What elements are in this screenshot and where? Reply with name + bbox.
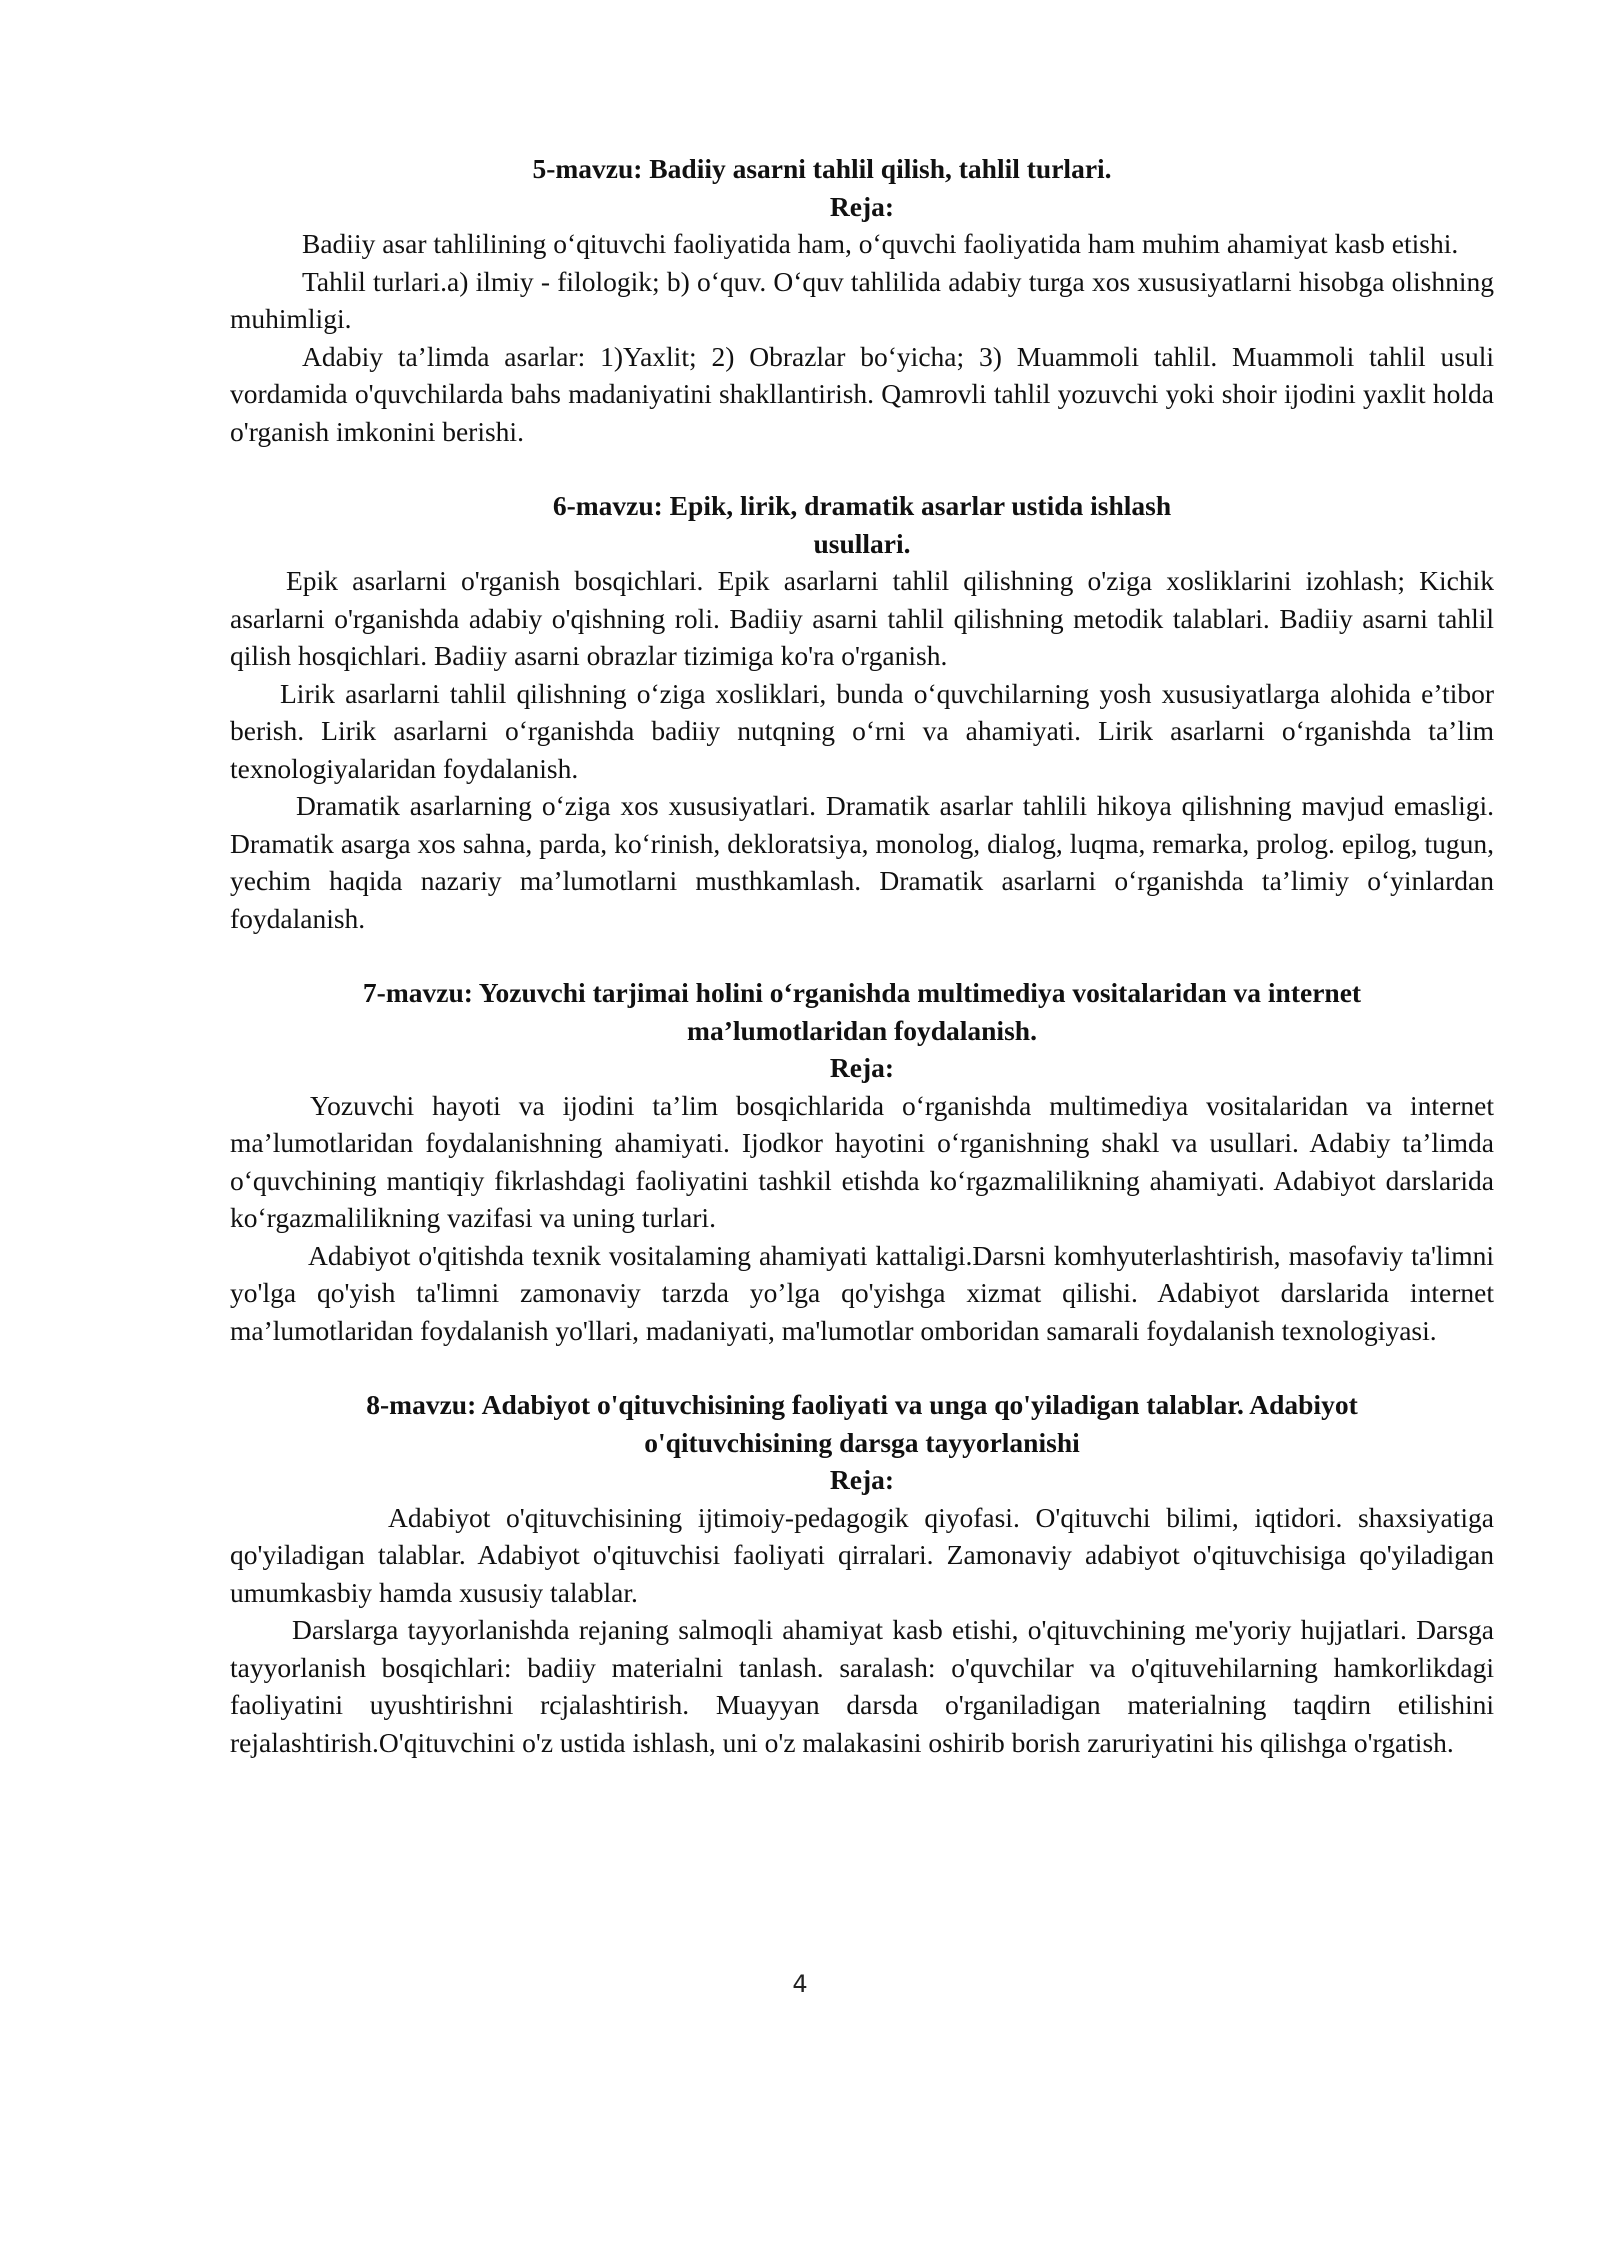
- paragraph: Dramatik asarlarning o‘ziga xos xususiyatlari. Dramatik asarlar tahlili hikoya qilishning mavjud emasligi. Dramatik asarga xos sahna, parda, ko‘rinish, dekloratsiya, monolog, dialog, luqma, remarka, prolog. epilog, tugun, yechim haqida nazariy ma’lumotlarni musthkamlash. Dramatik asarlarni o‘rganishda ta’limiy o‘yinlardan foydalanish.: [230, 790, 1494, 934]
- paragraph: Yozuvchi hayoti va ijodini ta’lim bosqichlarida o‘rganishda multimediya vositalaridan va internet ma’lumotlaridan foydalanishning ahamiyati. Ijodkor hayotini o‘rganishning shakl va usullari. Adabiy ta’limda o‘quvchining mantiqiy fikrlashdagi faoliyatini tashkil etishda ko‘rgazmalilikning ahamiyati. Adabiyot darslarida ko‘rgazmalilikning vazifasi va uning turlari.: [230, 1089, 1494, 1233]
- section-title: [230, 487, 1494, 562]
- plan-label: Reja:: [829, 1464, 895, 1495]
- paragraph: Adabiy ta’limda asarlar: 1)Yaxlit; 2) Obrazlar bo‘yicha; 3) Muammoli tahlil. Muammoli tahlil usuli vordamida o'quvchilarda bahs madaniyatini shakllantirish. Qamrovli tahlil yozuvchi yoki shoir ijodini yaxlit holda o'rganish imkonini berishi.: [230, 340, 1494, 447]
- paragraph: Badiiy asar tahlilining o‘qituvchi faoliyatida ham, o‘quvchi faoliyatida ham muhim ahamiyat kasb etishi.: [302, 228, 1459, 259]
- document-page: [230, 150, 1494, 1761]
- plan-label: Reja:: [829, 1052, 895, 1083]
- paragraph: Lirik asarlarni tahlil qilishning o‘ziga xosliklari, bunda o‘quvchilarning yosh xususiyatlarga alohida e’tibor berish. Lirik asarlarni o‘rganishda badiiy nutqning o‘rni va ahamiyati. Lirik asarlarni o‘rganishda ta’lim texnologiyalaridan foydalanish.: [230, 677, 1494, 784]
- page-number: 4: [792, 1970, 808, 1998]
- section-title: [230, 150, 1494, 188]
- paragraph: Tahlil turlari.a) ilmiy - filologik; b) o‘quv. O‘quv tahlilida adabiy turga xos xususiyatlarni hisobga olishning muhimligi.: [230, 265, 1494, 334]
- section-title-line: 5-mavzu: Badiiy asarni tahlil qilish, tahlil turlari.: [532, 153, 1112, 184]
- section-title-line: 7-mavzu: Yozuvchi tarjimai holini o‘rganishda multimediya vositalaridan va internet: [362, 977, 1362, 1008]
- section-title-line: usullari.: [813, 527, 911, 559]
- section-8: [230, 1386, 1494, 1761]
- section-title-line: 8-mavzu: Adabiyot o'qituvchisining faoliyati va unga qo'yiladigan talablar. Adabiyot: [366, 1389, 1358, 1420]
- section-5: [230, 150, 1494, 450]
- section-6: [230, 487, 1494, 937]
- section-title: [230, 1386, 1494, 1461]
- section-title-line: ma’lumotlaridan foydalanish.: [687, 1014, 1037, 1046]
- plan-label: Reja:: [829, 190, 895, 222]
- paragraph: Darslarga tayyorlanishda rejaning salmoqli ahamiyat kasb etishi, o'qituvchining me'yoriy hujjatlari. Darsga tayyorlanish bosqichlari: badiiy materialni tanlash. saralash: o'quvchilar va o'qituvehilarning hamkorlikdagi faoliyatini uyushtirishni rcjalashtirish. Muayyan darsda o'rganiladigan materialning taqdirn etilishini rejalashtirish.O'qituvchini o'z ustida ishlash, uni o'z malakasini oshirib borish zaruriyatini his qilishga o'rgatish.: [230, 1614, 1494, 1758]
- paragraph: Adabiyot o'qitishda texnik vositalaming ahamiyati kattaligi.Darsni komhyuterlashtirish, masofaviy ta'limni yo'lga qo'yish ta'limni zamonaviy tarzda yo’lga qo'yishga xizmat qilishi. Adabiyot darslarida internet ma’lumotlaridan foydalanish yo'llari, madaniyati, ma'lumotlar omboridan samarali foydalanish texnologiyasi.: [230, 1239, 1494, 1346]
- section-title: [230, 974, 1494, 1049]
- paragraph: Epik asarlarni o'rganish bosqichlari. Epik asarlarni tahlil qilishning o'ziga xosliklarini izohlash; Kichik asarlarni o'rganishda adabiy o'qishning roli. Badiiy asarni tahlil qilishning metodik talablari. Badiiy asarni tahlil qilish hosqichlari. Badiiy asarni obrazlar tizimiga ko'ra o'rganish.: [230, 565, 1494, 671]
- section-title-line: 6-mavzu: Epik, lirik, dramatik asarlar ustida ishlash: [552, 490, 1172, 521]
- section-title-line: o'qituvchisining darsga tayyorlanishi: [644, 1426, 1080, 1458]
- paragraph: Adabiyot o'qituvchisining ijtimoiy-pedagogik qiyofasi. O'qituvchi bilimi, iqtidori. shaxsiyatiga qo'yiladigan talablar. Adabiyot o'qituvchisi faoliyati qirralari. Zamonaviy adabiyot o'qituvchisiga qo'yiladigan umumkasbiy hamda xususiy talablar.: [230, 1501, 1494, 1608]
- section-7: [230, 974, 1494, 1349]
